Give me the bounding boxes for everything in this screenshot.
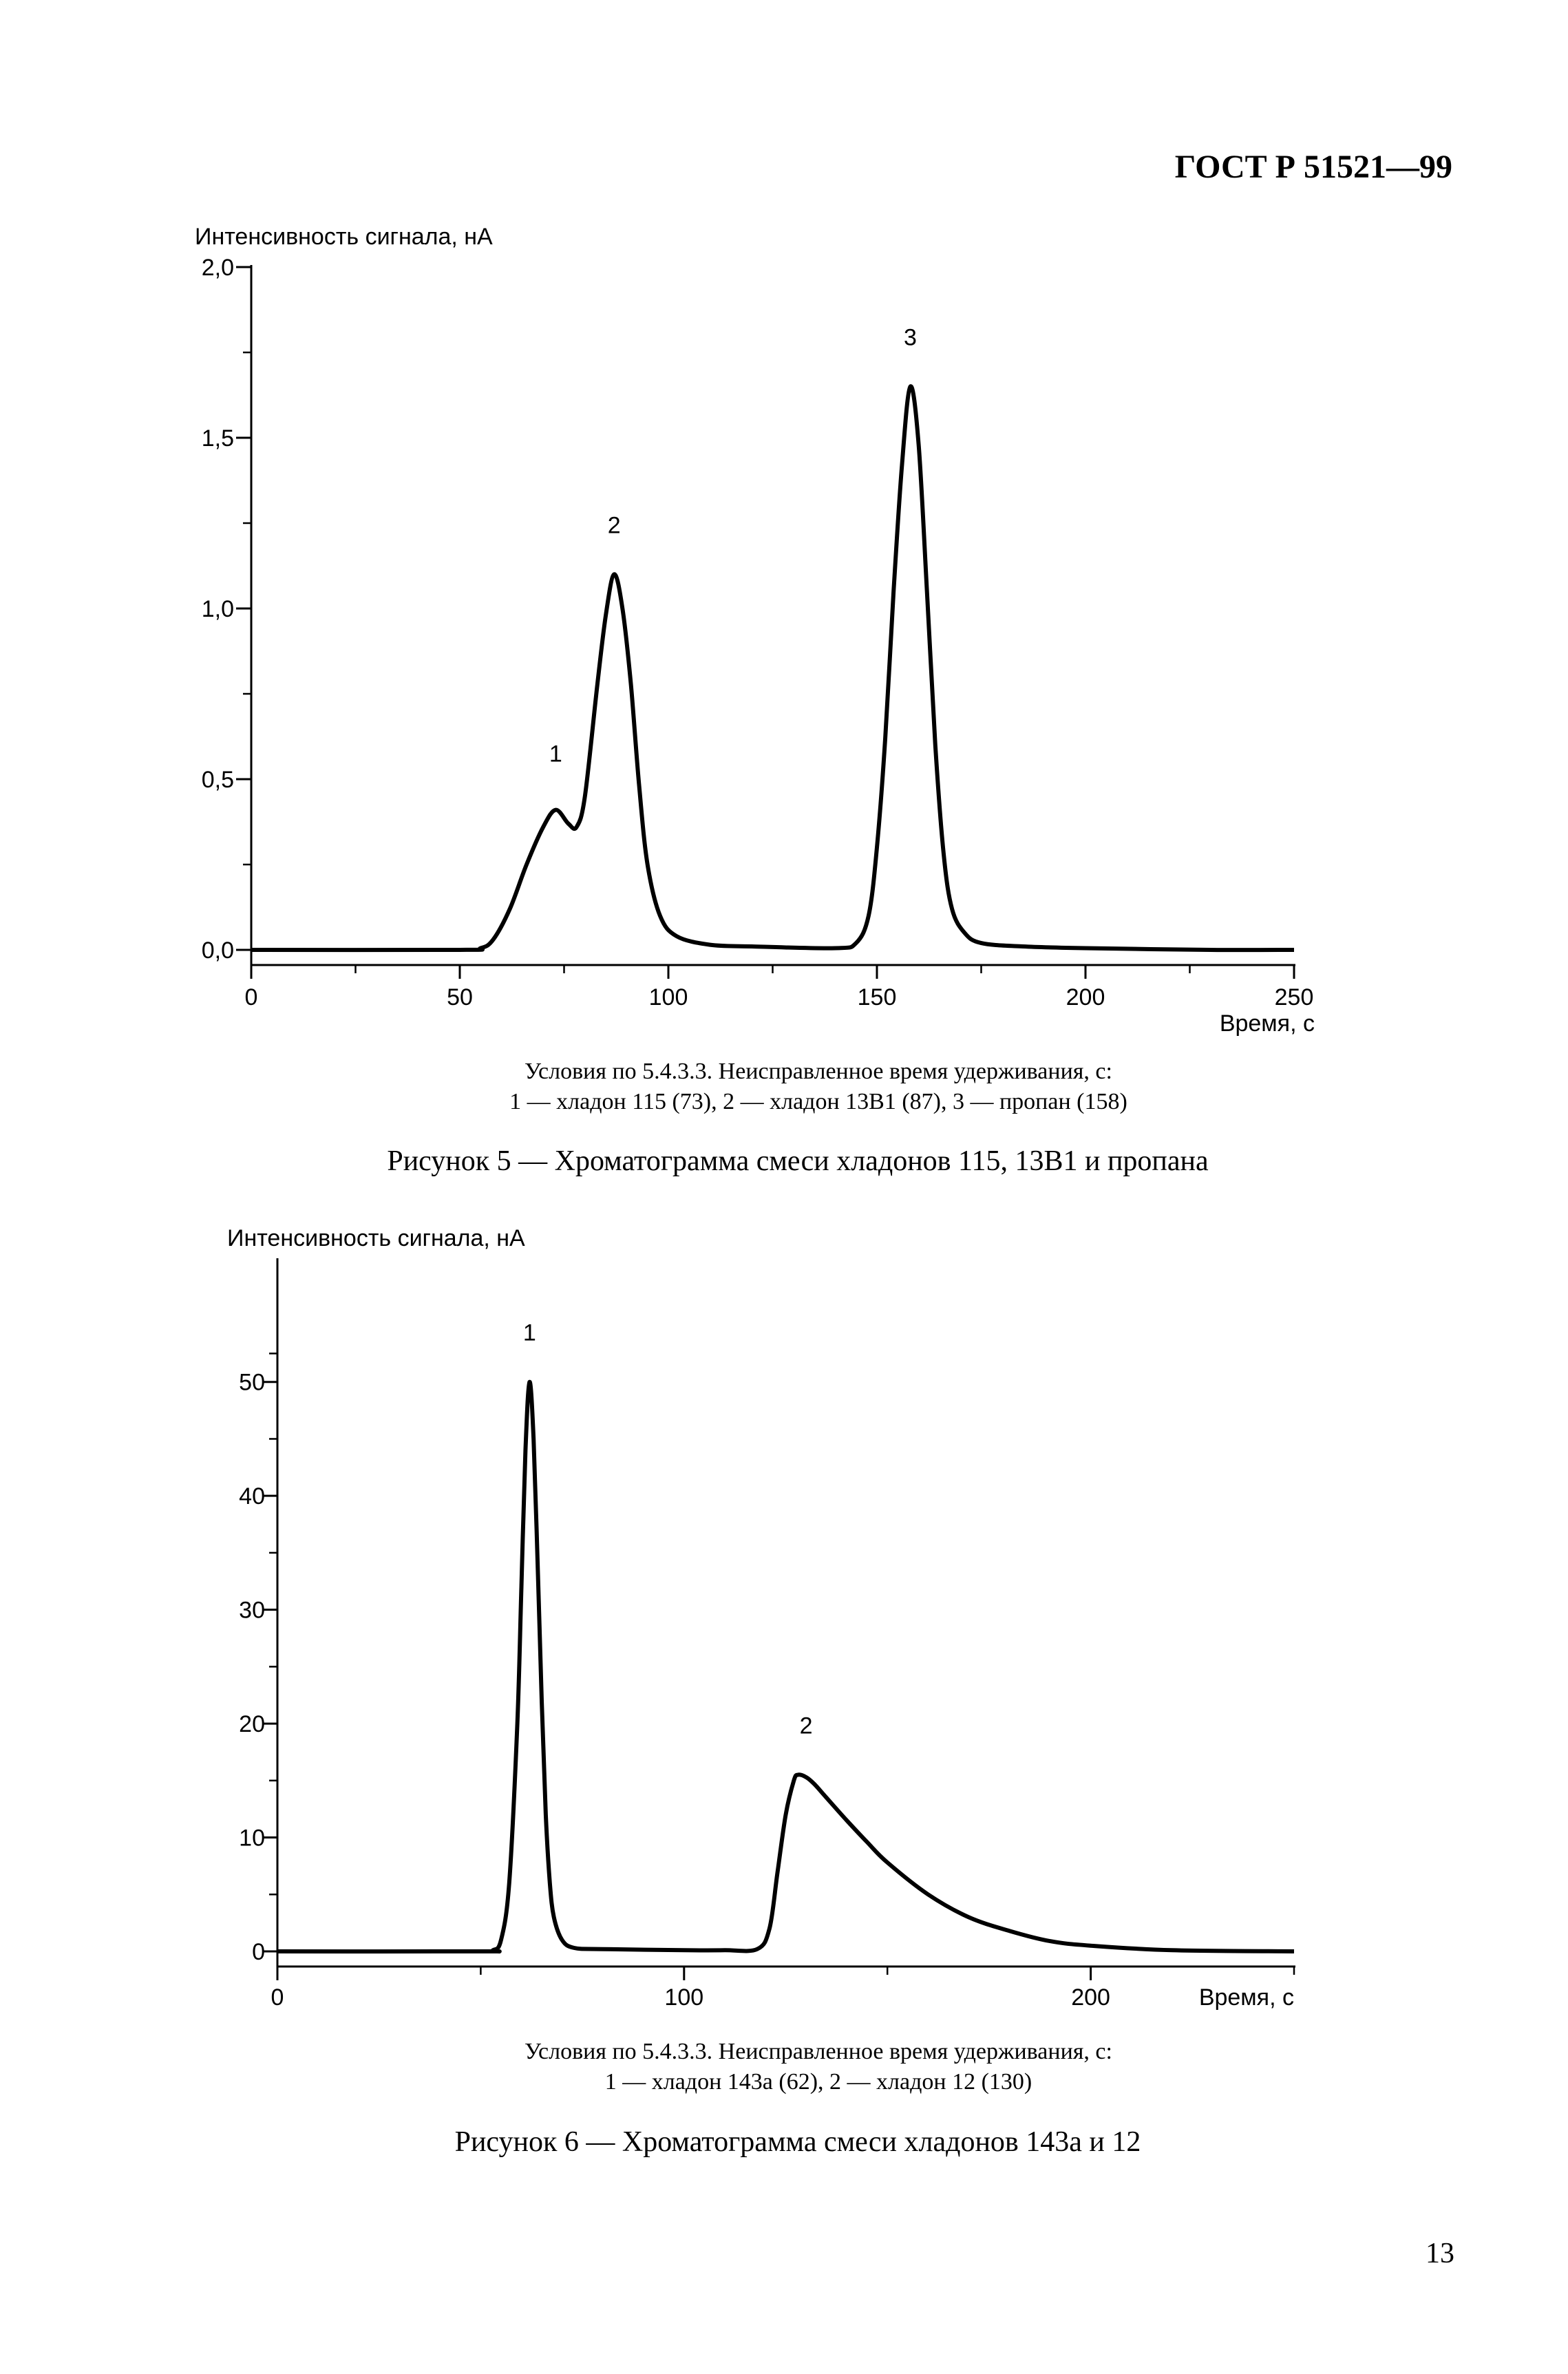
peak-label: 3 xyxy=(904,324,917,351)
figure-6-conditions-line1: Условия по 5.4.3.3. Неисправленное время удерживания, с: xyxy=(525,2039,1112,2064)
y-tick-label: 40 xyxy=(239,1483,265,1510)
figure-5-conditions-line1: Условия по 5.4.3.3. Неисправленное время удерживания, с: xyxy=(525,1059,1112,1084)
peak-label: 2 xyxy=(607,512,621,539)
peak-label: 2 xyxy=(799,1713,813,1739)
y-tick-label: 2,0 xyxy=(201,255,234,281)
y-tick-label: 0 xyxy=(252,1939,265,1965)
y-tick-label: 1,5 xyxy=(201,425,234,452)
peak-label: 1 xyxy=(522,1320,536,1346)
chromatogram-series-line xyxy=(251,386,1294,950)
x-tick-label: 0 xyxy=(271,1984,284,2011)
x-tick-label: 100 xyxy=(648,984,688,1010)
x-tick-label: 50 xyxy=(447,984,473,1010)
y-axis-label: Интенсивность сигнала, нА xyxy=(227,1225,525,1251)
x-tick-label: 150 xyxy=(857,984,897,1010)
y-tick-label: 20 xyxy=(239,1711,265,1738)
chromatogram-series-line xyxy=(277,1382,1294,1952)
x-tick-label: 200 xyxy=(1071,1984,1110,2011)
standard-header: ГОСТ Р 51521—99 xyxy=(1174,149,1452,185)
x-tick-label: 0 xyxy=(244,984,258,1010)
peak-label: 1 xyxy=(549,741,562,767)
x-axis-label: Время, с xyxy=(1198,1984,1294,2011)
y-tick-label: 0,0 xyxy=(201,937,234,964)
y-tick-label: 50 xyxy=(239,1369,265,1396)
y-tick-label: 0,5 xyxy=(201,767,234,793)
y-tick-label: 10 xyxy=(239,1825,265,1852)
x-tick-label: 250 xyxy=(1274,984,1314,1010)
page-number: 13 xyxy=(1426,2238,1454,2269)
figure-5-caption: Рисунок 5 — Хроматограмма смеси хладонов 115, 13В1 и пропана xyxy=(387,1145,1209,1177)
figure-5-conditions xyxy=(34,1057,1568,1117)
figure-6-conditions-line2: 1 — хладон 143а (62), 2 — хладон 12 (130) xyxy=(604,2069,1032,2095)
figure-5-conditions-line2: 1 — хладон 115 (73), 2 — хладон 13В1 (87), 3 — пропан (158) xyxy=(509,1089,1127,1114)
y-tick-label: 30 xyxy=(239,1597,265,1624)
chromatogram-chart-2 xyxy=(0,1211,1568,2037)
chromatogram-chart-1 xyxy=(0,206,1568,1074)
x-tick-label: 100 xyxy=(664,1984,704,2011)
x-tick-label: 200 xyxy=(1066,984,1105,1010)
x-axis-label: Время, с xyxy=(1219,1010,1315,1037)
y-tick-label: 1,0 xyxy=(201,596,234,622)
figure-6-caption: Рисунок 6 — Хроматограмма смеси хладонов 143а и 12 xyxy=(454,2126,1141,2158)
y-axis-label: Интенсивность сигнала, нА xyxy=(195,224,493,250)
figure-6-conditions xyxy=(34,2037,1568,2097)
